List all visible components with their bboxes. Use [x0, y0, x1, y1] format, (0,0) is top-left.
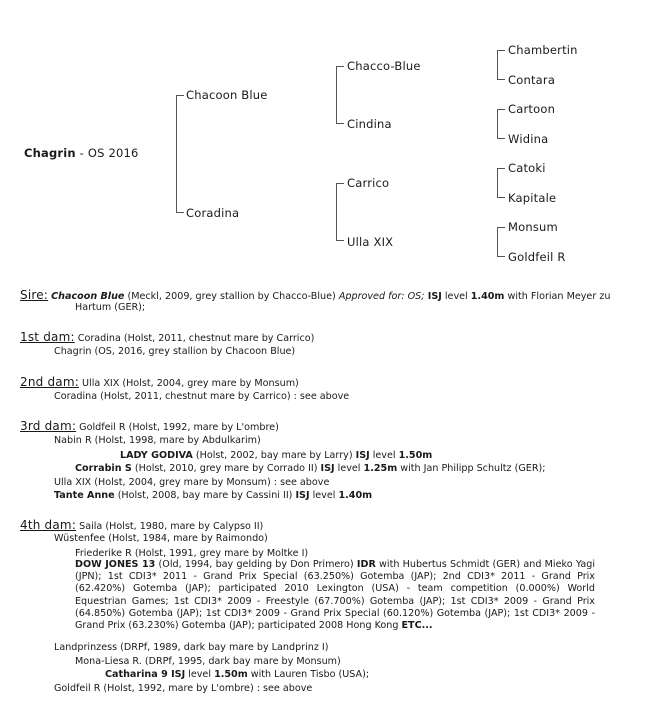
- sire-details: (Meckl, 2009, grey stallion by Chacco-Blue): [124, 291, 339, 302]
- pedigree-gen3-name: Chambertin: [508, 43, 578, 57]
- pedigree-gen2-name: Ulla XIX: [347, 235, 394, 249]
- pedigree-gen3-name: Monsum: [508, 220, 558, 234]
- ulla-line: Ulla XIX (Holst, 2004, grey mare by Monsum) : see above: [54, 477, 330, 488]
- godiva-isj: ISJ: [355, 450, 370, 461]
- bracket-tick: [497, 50, 505, 51]
- dj-text: with Hubertus Schmidt (GER) and Mieko Yagi (JPN); 1st CDI3* 2011 - Grand Prix Special (63.250%) Gotemba (JAP); 2nd CDI3* 2011 - Grand Prix (62.420%) Gotemba (JAP); participated 2010 Lexington (USA) - team competition (0.000%) World Equestrian Games; 1st CDI3* 2009 - Freestyle (67.700%) Gotemba (JAP); 1st CDI3* 2009 - Grand Prix (64.850%) Gotemba (JAP); 1st CDI3* 2009 - Grand Prix Special (60.120%) Gotemba (JAP); 1st CDI3* 2009 - Grand Prix (63.230%) Gotemba (JAP); participated 2008 Hong Kong: [75, 559, 595, 632]
- corrabin-details: (Holst, 2010, grey mare by Corrado II): [131, 463, 321, 474]
- sire-level: 1.40m: [470, 291, 505, 302]
- bracket-line-gen2: [336, 66, 337, 124]
- dj-details: (Old, 1994, bay gelding by Don Primero): [155, 559, 357, 570]
- catharina-name: Catharina 9: [105, 669, 168, 680]
- bracket-tick: [497, 197, 505, 198]
- godiva-line: [120, 450, 432, 462]
- godiva-level: 1.50m: [398, 450, 433, 461]
- godiva-level-text: level: [369, 450, 399, 461]
- pedigree-gen2-name: Cindina: [347, 117, 392, 131]
- dam1-offspring: Chagrin (OS, 2016, grey stallion by Chacoon Blue): [54, 346, 296, 357]
- sire-level-text: level: [441, 291, 471, 302]
- dj-idr: IDR: [356, 559, 376, 570]
- pedigree-gen3-name: Widina: [508, 132, 549, 146]
- friederike-line: Friederike R (Holst, 1991, grey mare by Moltke I): [75, 548, 309, 559]
- subject-suffix: - OS 2016: [75, 146, 139, 160]
- pedigree-gen3-name: Goldfeil R: [508, 250, 566, 264]
- bracket-tick: [336, 183, 344, 184]
- catharina-isj: ISJ: [167, 669, 186, 680]
- pedigree-gen3-name: Contara: [508, 73, 556, 87]
- goldfeil-line: Goldfeil R (Holst, 1992, mare by L'ombre) : see above: [54, 683, 313, 694]
- catharina-level: 1.50m: [214, 669, 248, 680]
- bracket-tick: [497, 109, 505, 110]
- pedigree-sire: Chacoon Blue: [186, 88, 268, 102]
- pedigree-tree: [0, 0, 670, 275]
- bracket-tick: [497, 256, 505, 257]
- bracket-tick: [336, 123, 344, 124]
- bracket-tick: [176, 212, 184, 213]
- dam4-heading: 4th dam:: [20, 518, 77, 532]
- dam1-line: [20, 331, 314, 345]
- wustenfee-line: Wüstenfee (Holst, 1984, mare by Raimondo): [54, 533, 268, 544]
- pedigree-dam: Coradina: [186, 206, 240, 220]
- sire-rider-cont: Hartum (GER);: [75, 302, 146, 313]
- corrabin-name: Corrabin S: [75, 463, 132, 474]
- tante-name: Tante Anne: [54, 490, 115, 501]
- godiva-name: LADY GODIVA: [120, 450, 193, 461]
- tante-isj: ISJ: [295, 490, 310, 501]
- dam4-line: [20, 519, 263, 533]
- pedigree-gen2-name: Carrico: [347, 176, 390, 190]
- subject-name: Chagrin: [24, 146, 76, 160]
- sire-rider: with Florian Meyer zu: [504, 291, 611, 302]
- sire-heading: Sire:: [20, 288, 49, 302]
- corrabin-level: 1.25m: [363, 463, 398, 474]
- catharina-rider: with Lauren Tisbo (USA);: [247, 669, 370, 680]
- bracket-tick: [497, 79, 505, 80]
- sire-isj: ISJ: [424, 291, 442, 302]
- dj-name: DOW JONES 13: [75, 559, 156, 570]
- catharina-line: [105, 669, 369, 681]
- dj-etc: ETC...: [401, 620, 433, 632]
- bracket-line-gen3: [497, 227, 498, 257]
- dam2-offspring: Coradina (Holst, 2011, chestnut mare by Carrico) : see above: [54, 391, 350, 402]
- corrabin-level-text: level: [334, 463, 364, 474]
- landprinzess-line: Landprinzess (DRPf, 1989, dark bay mare by Landprinz I): [54, 642, 329, 653]
- catharina-level-text: level: [185, 669, 215, 680]
- dam3-line: [20, 420, 279, 434]
- bracket-line-gen3: [497, 109, 498, 139]
- bracket-tick: [176, 95, 184, 96]
- sire-name: Chacoon Blue: [51, 291, 125, 302]
- bracket-tick: [336, 240, 344, 241]
- pedigree-gen3-name: Kapitale: [508, 191, 557, 205]
- tante-level-text: level: [309, 490, 339, 501]
- dam2-line: [20, 376, 299, 390]
- godiva-details: (Holst, 2002, bay mare by Larry): [192, 450, 356, 461]
- dam2-text: Ulla XIX (Holst, 2004, grey mare by Monsum): [78, 378, 299, 389]
- dam4-text: Saila (Holst, 1980, mare by Calypso II): [76, 521, 264, 532]
- corrabin-isj: ISJ: [320, 463, 335, 474]
- dam1-heading: 1st dam:: [20, 330, 75, 344]
- sire-line: [20, 289, 610, 303]
- bracket-tick: [497, 227, 505, 228]
- tante-level: 1.40m: [338, 490, 373, 501]
- bracket-line-gen3: [497, 50, 498, 80]
- dam3-heading: 3rd dam:: [20, 419, 77, 433]
- dam2-heading: 2nd dam:: [20, 375, 79, 389]
- bracket-line-gen3: [497, 168, 498, 198]
- dam3-text: Goldfeil R (Holst, 1992, mare by L'ombre): [76, 422, 279, 433]
- bracket-tick: [497, 138, 505, 139]
- bracket-line-gen1: [176, 95, 177, 213]
- sire-approved: Approved for: OS;: [338, 291, 425, 302]
- bracket-tick: [336, 66, 344, 67]
- pedigree-gen2-name: Chacco-Blue: [347, 59, 421, 73]
- corrabin-line: [75, 463, 546, 475]
- pedigree-gen3-name: Catoki: [508, 161, 546, 175]
- corrabin-rider: with Jan Philipp Schultz (GER);: [397, 463, 546, 474]
- bracket-tick: [497, 168, 505, 169]
- dam3-offspring: Nabin R (Holst, 1998, mare by Abdulkarim): [54, 435, 261, 446]
- mona-liesa-line: Mona-Liesa R. (DRPf, 1995, dark bay mare by Monsum): [75, 656, 341, 667]
- dow-jones-paragraph: [75, 559, 595, 632]
- dam1-text: Coradina (Holst, 2011, chestnut mare by Carrico): [74, 333, 315, 344]
- tante-details: (Holst, 2008, bay mare by Cassini II): [114, 490, 296, 501]
- bracket-line-gen2: [336, 183, 337, 241]
- pedigree-subject: [24, 146, 139, 160]
- tante-line: [54, 490, 372, 502]
- pedigree-gen3-name: Cartoon: [508, 102, 556, 116]
